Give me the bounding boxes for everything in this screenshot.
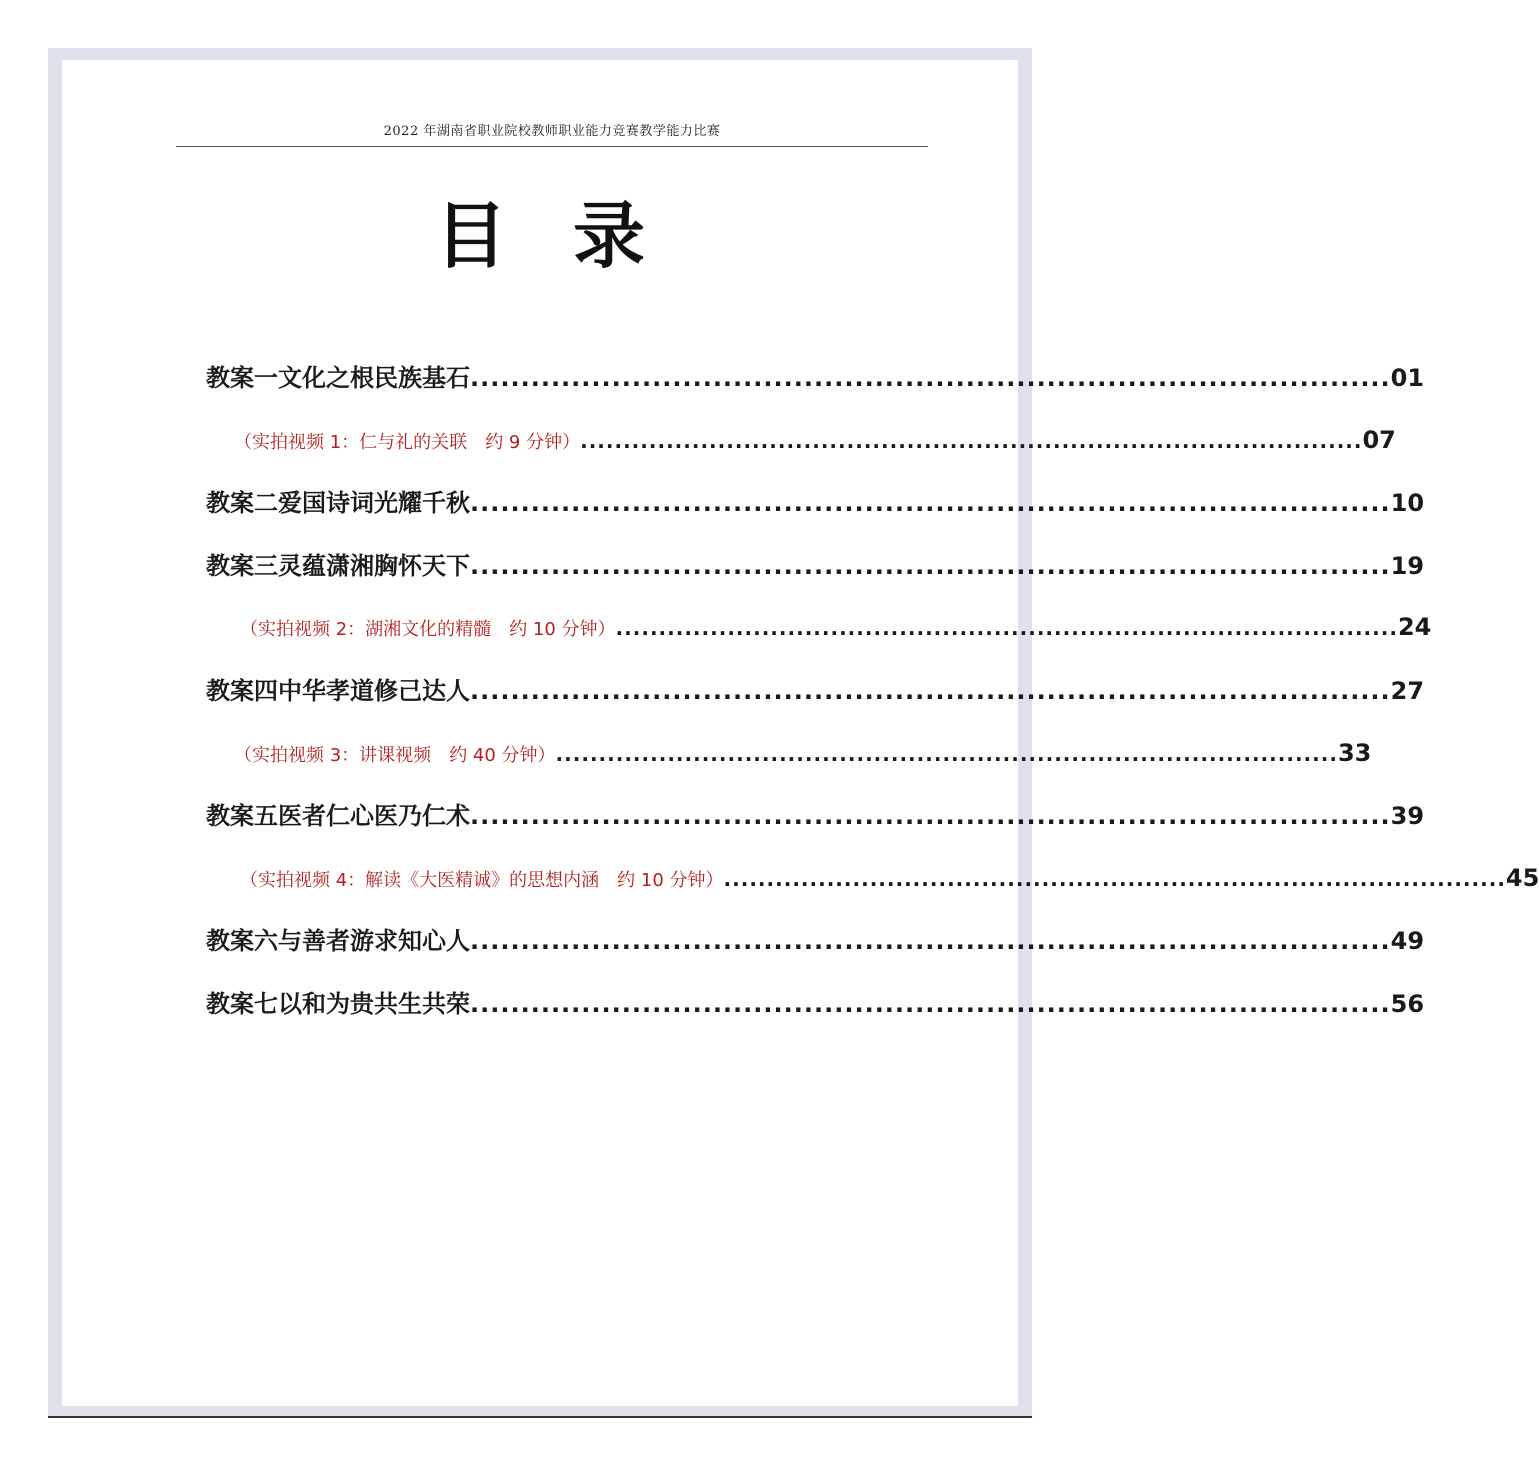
page-header: 2022 年湖南省职业院校教师职业能力竞赛教学能力比赛 <box>383 124 721 139</box>
toc-entry-number: 教案三 <box>206 552 278 580</box>
toc-video-entry[interactable] <box>240 864 1539 892</box>
toc-leader-dots: ........................................................................................... <box>580 429 1363 453</box>
toc-leader-dots: ........................................................................................... <box>555 742 1338 766</box>
title-char-1: 目 <box>434 194 507 278</box>
toc-entry[interactable] <box>206 921 1425 956</box>
toc-video-duration: 约 10 分钟） <box>509 619 616 640</box>
toc-video-label <box>240 615 616 641</box>
toc-entry[interactable] <box>206 546 1425 581</box>
toc-entry[interactable] <box>206 671 1425 706</box>
toc-video-title: （实拍视频 4：解读《大医精诚》的思想内涵 <box>240 870 600 891</box>
toc-entry-title-part1: 以和为贵 <box>278 990 374 1018</box>
toc-page-number: 01 <box>1390 364 1425 392</box>
toc-entry-number: 教案二 <box>206 489 278 517</box>
toc-video-title: （实拍视频 1：仁与礼的关联 <box>234 432 468 453</box>
toc-leader-dots: ........................................................................................... <box>470 927 1391 955</box>
toc-video-duration: 约 40 分钟） <box>449 745 556 766</box>
document-page <box>62 60 1539 1406</box>
toc-entry-number: 教案五 <box>206 802 278 830</box>
header-rule <box>176 146 928 147</box>
toc-page-number: 10 <box>1390 489 1425 517</box>
toc-page-number: 39 <box>1390 802 1425 830</box>
toc-video-label <box>240 866 724 892</box>
toc-entry-title-part1: 灵蕴潇湘 <box>278 552 374 580</box>
toc-entry-title-part2: 光耀千秋 <box>374 489 470 517</box>
toc-video-entry[interactable] <box>234 739 1372 767</box>
toc-video-duration: 约 9 分钟） <box>485 432 581 453</box>
toc-page-number: 27 <box>1390 677 1425 705</box>
title-char-2: 录 <box>573 194 646 278</box>
toc-entry[interactable] <box>206 358 1425 393</box>
toc-leader-dots: ........................................................................................... <box>470 489 1391 517</box>
toc-leader-dots: ........................................................................................... <box>470 802 1391 830</box>
toc-entry-number: 教案一 <box>206 364 278 392</box>
toc-entry-title-part2: 民族基石 <box>374 364 470 392</box>
toc-page-number: 24 <box>1397 613 1432 641</box>
toc-leader-dots: ........................................................................................... <box>470 364 1391 392</box>
toc-leader-dots: ........................................................................................... <box>723 867 1506 891</box>
toc-page-number: 19 <box>1390 552 1425 580</box>
toc-entry-title-part1: 中华孝道 <box>278 677 374 705</box>
toc-entry[interactable] <box>206 796 1425 831</box>
toc-video-label <box>234 428 580 454</box>
toc-leader-dots: ........................................................................................... <box>615 616 1398 640</box>
toc-entry-title-part1: 医者仁心 <box>278 802 374 830</box>
toc-entry-title-part1: 文化之根 <box>278 364 374 392</box>
toc-page-number: 45 <box>1505 864 1539 892</box>
page-title <box>62 194 1018 278</box>
toc-page-number: 56 <box>1390 990 1425 1018</box>
toc-video-title: （实拍视频 3：讲课视频 <box>234 745 432 766</box>
toc-video-title: （实拍视频 2：湖湘文化的精髓 <box>240 619 492 640</box>
toc-entry-title-part2: 胸怀天下 <box>374 552 470 580</box>
toc-entry-number: 教案四 <box>206 677 278 705</box>
toc-entry-title-part1: 爱国诗词 <box>278 489 374 517</box>
toc-entry-number: 教案六 <box>206 927 278 955</box>
toc-page-number: 49 <box>1390 927 1425 955</box>
toc-entry[interactable] <box>206 483 1425 518</box>
toc-entry-title-part2: 修己达人 <box>374 677 470 705</box>
toc-entry[interactable] <box>206 984 1425 1019</box>
toc-video-duration: 约 10 分钟） <box>617 870 724 891</box>
toc-entry-title-part2: 求知心人 <box>374 927 470 955</box>
toc-leader-dots: ........................................................................................... <box>470 552 1391 580</box>
toc-entry-number: 教案七 <box>206 990 278 1018</box>
toc-leader-dots: ........................................................................................... <box>470 677 1391 705</box>
toc-leader-dots: ........................................................................................... <box>470 990 1391 1018</box>
toc-entry-title-part1: 与善者游 <box>278 927 374 955</box>
toc-page-number: 07 <box>1362 426 1396 454</box>
toc-page-number: 33 <box>1337 739 1372 767</box>
toc-video-entry[interactable] <box>234 426 1396 454</box>
document-frame <box>48 48 1539 1418</box>
toc-video-label <box>234 741 556 767</box>
toc-video-entry[interactable] <box>240 613 1432 641</box>
toc-entry-title-part2: 共生共荣 <box>374 990 470 1018</box>
toc-entry-title-part2: 医乃仁术 <box>374 802 470 830</box>
